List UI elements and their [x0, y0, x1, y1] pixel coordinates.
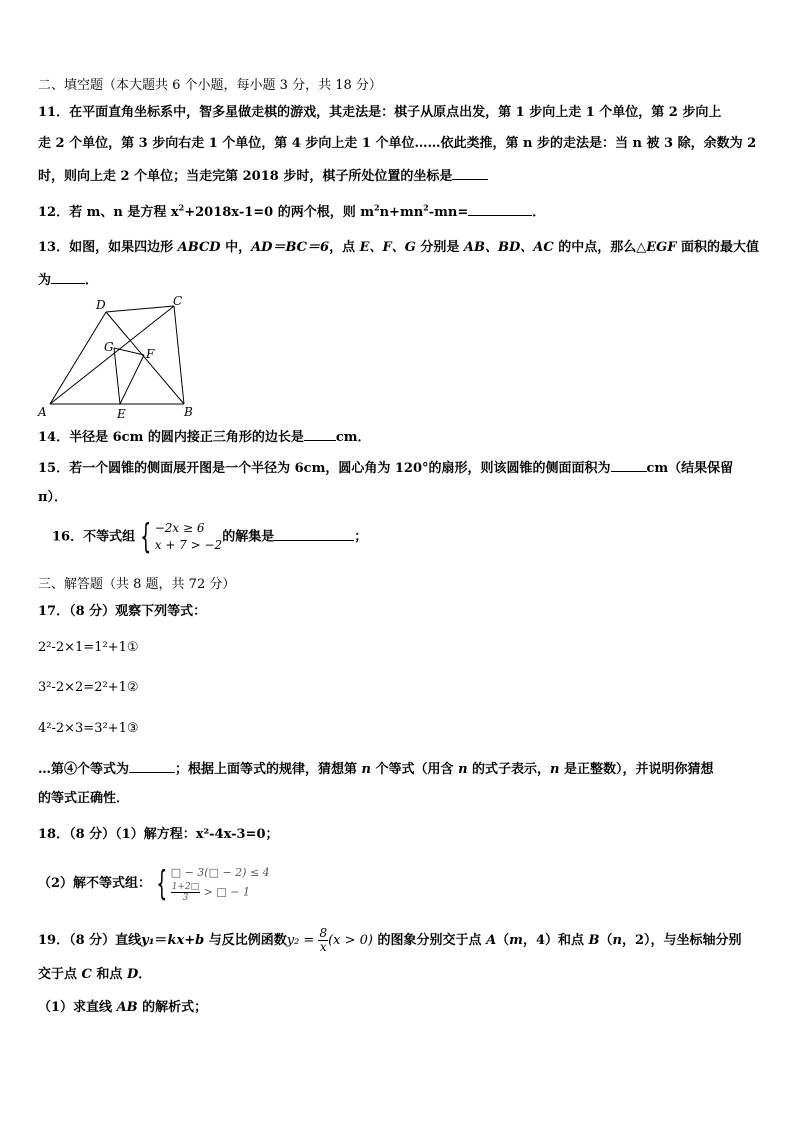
label-e: E [117, 407, 126, 420]
q19-text: 19．（8 分）直线 [38, 933, 142, 948]
q15-line-2: π）． [38, 490, 68, 505]
q19-line-1 [38, 926, 742, 956]
fraction-numerator: 8 [319, 926, 328, 940]
q19-var: m [509, 933, 523, 948]
section-3-heading: 三、解答题（共 8 题，共 72 分） [38, 577, 236, 592]
q19-text: 交于点 [38, 967, 82, 982]
q19-condition: (x > 0) [328, 933, 373, 948]
q12-mid: +2018x-1=0 的两个根，则 m [184, 205, 375, 220]
q16-line [52, 517, 368, 557]
q19-text: ． [138, 967, 152, 982]
q17-var: n [458, 762, 468, 777]
answer-blank[interactable] [611, 459, 647, 472]
segment-bd [106, 312, 184, 404]
q19-sub-1 [38, 1000, 207, 1016]
q17-equation-2: 3²-2×2=2²+1② [38, 680, 139, 695]
inequality-row-2: x + 7 > −2 [154, 538, 223, 552]
q19-text: 的图象分别交于点 [373, 933, 487, 948]
segment-da [50, 312, 106, 404]
answer-blank[interactable] [274, 528, 354, 541]
q13-triangle: EGF [646, 240, 677, 255]
fraction [318, 927, 328, 954]
q17-equation-3: 4²-2×3=3²+1③ [38, 721, 139, 736]
segment-cd [106, 306, 174, 312]
label-d: D [96, 298, 106, 312]
q19-text: （ [599, 933, 613, 948]
quadrilateral-figure [36, 294, 206, 420]
q13-text: ． [85, 273, 99, 288]
q19-expr: kx+b [167, 933, 205, 948]
label-g: G [104, 340, 114, 354]
q17-var: n [361, 762, 371, 777]
q17-text: …第④个等式为 [38, 762, 130, 777]
q17-text: 是正整数），并说明你猜想 [559, 762, 714, 777]
segment-bc [174, 306, 184, 404]
q11-line-3 [38, 167, 488, 185]
q12-exp: 2 [374, 202, 380, 213]
q19-point: B [588, 933, 600, 948]
q15-text: cm（结果保留 [646, 461, 734, 476]
q16-text: 的解集是 [222, 529, 275, 545]
q12-mid3: -mn= [428, 205, 469, 220]
q18-part-2 [38, 864, 270, 904]
q17-text: ；根据上面等式的规律，猜想第 [175, 762, 362, 777]
q13-text: 的中点，那么△ [553, 240, 647, 255]
q12-suffix: ． [532, 205, 546, 220]
label-b: B [184, 405, 193, 419]
answer-blank[interactable] [51, 271, 85, 284]
q12-prefix: 12．若 m、n 是方程 x [38, 205, 179, 220]
inequality-system: { −2x ≥ 6 x + 7 > −2 [140, 517, 223, 557]
q12-exp: 2 [178, 202, 185, 213]
q13-text: 分别是 [415, 240, 464, 255]
q19-text: （1）求直线 [38, 1000, 117, 1015]
q12-exp: 2 [423, 202, 429, 213]
q17-var: n [550, 762, 560, 777]
q19-var: y₂ [286, 933, 300, 948]
q13-text: ，点 [329, 240, 360, 255]
answer-blank[interactable] [304, 428, 336, 441]
q17-text: 的式子表示， [467, 762, 551, 777]
q18-part-1: 18．（8 分）（1）解方程：x²-4x-3=0； [38, 827, 279, 842]
q13-condition: AD＝BC＝6 [251, 240, 330, 255]
inequality-system: { □ − 3(□ − 2) ≤ 4 $\frac{1+2□}{3}$ > □ − 1 [156, 863, 270, 904]
q17-line-5: 的等式正确性． [38, 791, 130, 806]
q12-mid2: n+mn [379, 205, 424, 220]
answer-blank[interactable] [129, 760, 175, 773]
q19-point: C [81, 967, 92, 982]
q13-text: 中， [220, 240, 252, 255]
segment-eg [114, 348, 120, 404]
q19-text: 和点 [91, 967, 127, 982]
q15-text: 15．若一个圆锥的侧面展开图是一个半径为 6cm，圆心角为 120°的扇形，则该圆锥的侧面面积为 [38, 461, 611, 476]
answer-blank[interactable] [468, 203, 532, 216]
inequality-row-1: □ − 3(□ − 2) ≤ 4 [170, 866, 270, 879]
q16-text: ； [354, 529, 368, 545]
q11-line-2: 走 2 个单位，第 3 步向右走 1 个单位，第 4 步向上走 1 个单位……依此类推，第 n 步的走法是：当 n 被 3 除，余数为 2 [38, 136, 757, 151]
q13-quad-name: ABCD [177, 240, 221, 255]
q13-text: 13．如图，如果四边形 [38, 240, 178, 255]
segment-ac [50, 306, 174, 404]
q11-text: 时，则向上走 2 个单位；当走完第 2018 步时，棋子所处位置的坐标是 [38, 169, 453, 184]
q13-line-1 [38, 240, 759, 256]
q19-text: ，2），与坐标轴分别 [621, 933, 742, 948]
q14-text: cm． [335, 430, 371, 445]
q19-text: = [299, 933, 319, 948]
q19-line-2 [38, 967, 151, 983]
q19-var: n [612, 933, 622, 948]
segment-ef [120, 355, 144, 404]
q12-line [38, 203, 545, 221]
inequality-row-1: −2x ≥ 6 [154, 521, 205, 535]
section-2-heading: 二、填空题（本大题共 6 个小题，每小题 3 分，共 18 分） [38, 78, 382, 93]
q16-text: 16．不等式组 [52, 529, 136, 545]
q15-line-1 [38, 459, 733, 477]
q13-text: 面积的最大值 [676, 240, 760, 255]
label-f: F [146, 347, 155, 361]
q14-text: 14．半径是 6cm 的圆内接正三角形的边长是 [38, 430, 304, 445]
q19-text: 的解析式； [137, 1000, 208, 1015]
q19-text: 与反比例函数 [204, 933, 287, 948]
q13-points: E、F、G [359, 240, 416, 255]
q11-line-1: 11．在平面直角坐标系中，智多星做走棋的游戏，其走法是：棋子从原点出发，第 1 步向上走 1 个单位，第 2 步向上 [38, 105, 722, 120]
q13-text: 为 [38, 273, 52, 288]
q18-text: （2）解不等式组： [38, 876, 152, 891]
fraction-numerator: 1+2□ [171, 882, 200, 892]
q19-var: y₁ [141, 933, 155, 948]
q19-text: ，4）和点 [522, 933, 589, 948]
q19-text: （ [496, 933, 510, 948]
answer-blank[interactable] [452, 167, 488, 180]
fraction-denominator: x [319, 940, 327, 954]
q17-head: 17．（8 分）观察下列等式： [38, 604, 207, 619]
q17-equation-1: 2²-2×1=1²+1① [38, 640, 139, 655]
q19-text: ＝ [154, 933, 168, 948]
label-c: C [173, 294, 183, 308]
q17-text: 个等式（用含 [371, 762, 459, 777]
q19-point: A [486, 933, 497, 948]
q14-line [38, 428, 371, 446]
q13-segments: AB、BD、AC [463, 240, 554, 255]
q19-point: D [126, 967, 139, 982]
label-a: A [38, 405, 47, 419]
q19-line-name: AB [116, 1000, 138, 1015]
fraction-denominator: 3 [182, 893, 189, 903]
inequality-row-2: > □ − 1 [200, 885, 250, 899]
q13-line-2 [38, 271, 98, 289]
q17-line-4 [38, 760, 714, 778]
